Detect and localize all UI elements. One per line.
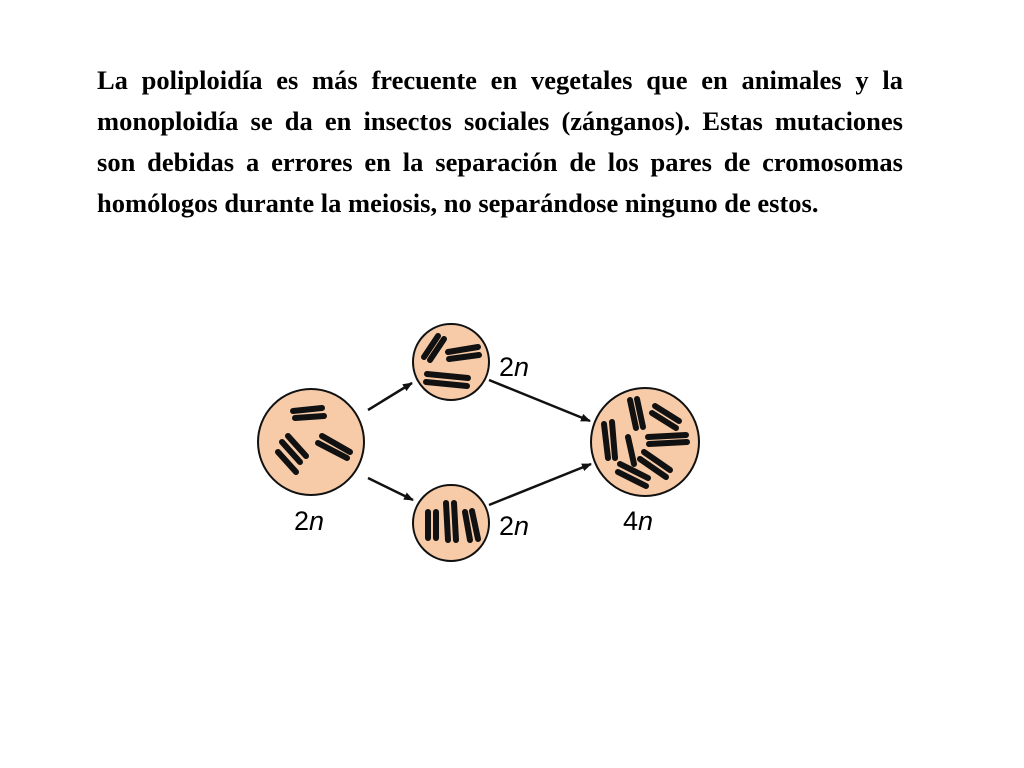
cell-top: [413, 324, 489, 400]
cell-result: [591, 388, 699, 496]
cell-start: [258, 389, 364, 495]
arrow-top-to-result: [489, 380, 590, 421]
label-bottom-cell: 2n: [499, 511, 530, 541]
label-start-cell: 2n: [294, 506, 325, 536]
arrow-bottom-to-result: [489, 464, 591, 505]
label-result-cell: 4n: [623, 506, 654, 536]
arrow-start-to-top: [368, 383, 412, 410]
label-top-cell: 2n: [499, 352, 530, 382]
paragraph-text: La poliploidía es más frecuente en vegetales que en animales y la monoploidía se da en insectos sociales (zánganos). Estas mutaciones son debidas a errores en la separación de los pares de cromosomas homólogos durante la meiosis, no separándose ninguno de estos.: [97, 65, 903, 218]
arrow-start-to-bottom: [368, 478, 413, 500]
cell-bottom: [413, 485, 489, 561]
